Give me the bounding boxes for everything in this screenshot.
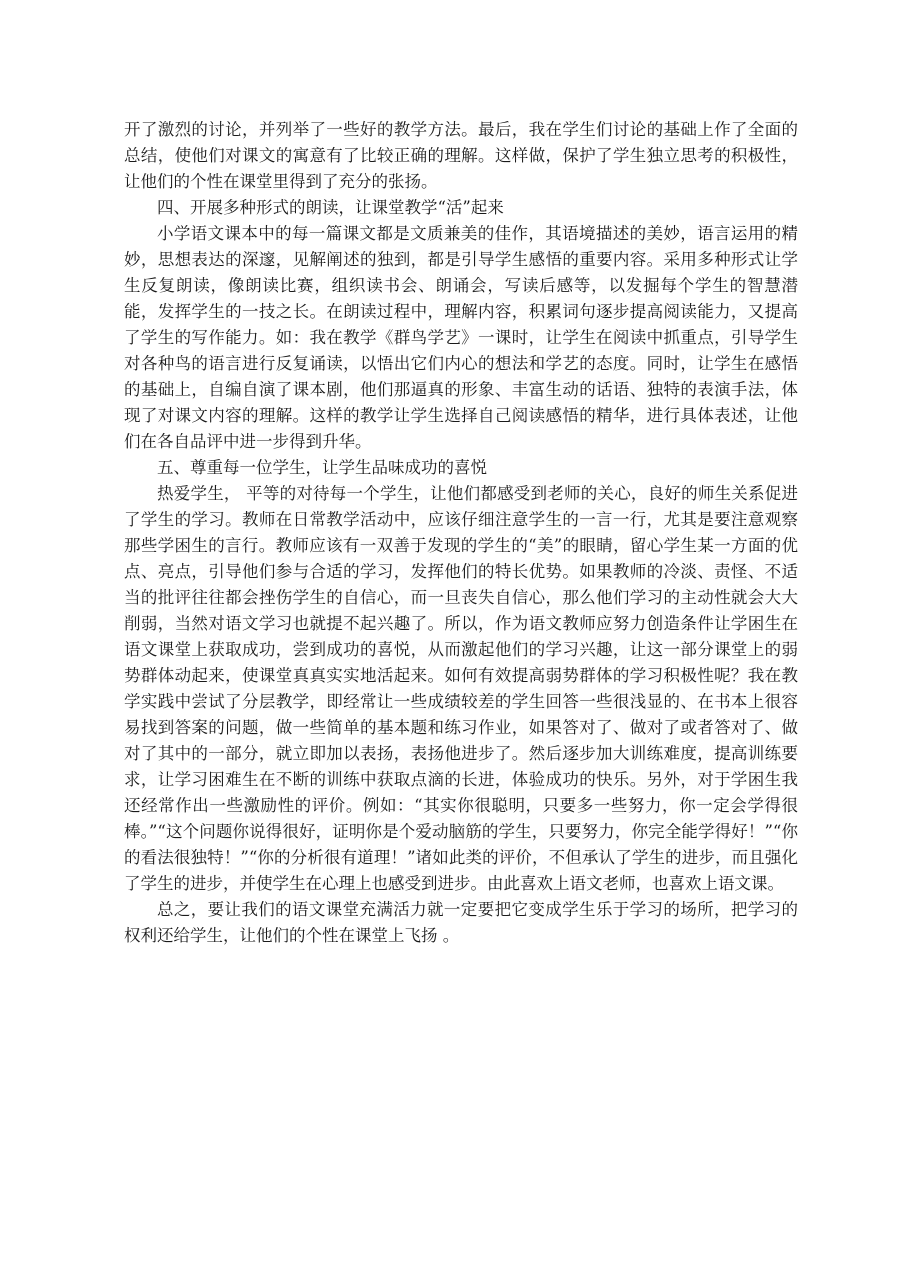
paragraph-respect: 热爱学生， 平等的对待每一个学生，让他们都感受到老师的关心，良好的师生关系促进了学生的学习。教师在日常教学活动中，应该仔细注意学生的一言一行，尤其是要注意观察那些学困生的言行。教师应该有一双善于发现的学生的“美”的眼睛，留心学生某一方面的优点、亮点，引导他们参与合适的学习，发挥他们的特长优势。如果教师的冷淡、责怪、不适当的批评往往都会挫伤学生的自信心，而一旦丧失自信心，那么他们学习的主动性就会大大削弱，当然对语文学习也就提不起兴趣了。所以，作为语文教师应努力创造条件让学困生在语文课堂上获取成功，尝到成功的喜悦，从而激起他们的学习兴趣，让这一部分课堂上的弱势群体动起来，使课堂真真实实地活起来。如何有效提高弱势群体的学习积极性呢？我在教学实践中尝试了分层教学，即经常让一些成绩较差的学生回答一些很浅显的、在书本上很容易找到答案的问题，做一些简单的基本题和练习作业，如果答对了、做对了或者答对了、做对了其中的一部分，就立即加以表扬，表扬他进步了。然后逐步加大训练难度，提高训练要求，让学习困难生在不断的训练中获取点滴的长进，体验成功的快乐。另外，对于学困生我还经常作出一些激励性的评价。例如：“其实你很聪明，只要多一些努力，你一定会学得很棒。”“这个问题你说得很好，证明你是个爱动脑筋的学生，只要努力，你完全能学得好！”“你的看法很独特！”“你的分析很有道理！”诸如此类的评价，不但承认了学生的进步，而且强化了学生的进步，并使学生在心理上也感受到进步。由此喜欢上语文老师，也喜欢上语文课。 <box>124 484 798 893</box>
paragraph-continuation: 开了激烈的讨论，并列举了一些好的教学方法。最后，我在学生们讨论的基础上作了全面的总结，使他们对课文的寓意有了比较正确的理解。这样做，保护了学生独立思考的积极性，让他们的个性在课堂里得到了充分的张扬。 <box>124 120 798 191</box>
paragraph-reading: 小学语文课本中的每一篇课文都是文质兼美的佳作，其语境描述的美妙，语言运用的精妙，思想表达的深邃，见解阐述的独到，都是引导学生感悟的重要内容。采用多种形式让学生反复朗读，像朗读比赛，组织读书会、朗诵会，写读后感等，以发掘每个学生的智慧潜能，发挥学生的一技之长。在朗读过程中，理解内容，积累词句逐步提高阅读能力，又提高了学生的写作能力。如：我在教学《群鸟学艺》一课时，让学生在阅读中抓重点，引导学生对各种鸟的语言进行反复诵读，以悟出它们内心的想法和学艺的态度。同时，让学生在感悟的基础上，自编自演了课本剧，他们那逼真的形象、丰富生动的话语、独特的表演手法，体现了对课文内容的理解。这样的教学让学生选择自己阅读感悟的精华，进行具体表述，让他们在各自品评中进一步得到升华。 <box>124 224 798 451</box>
section-heading-4: 四、开展多种形式的朗读，让课堂教学“活”起来 <box>157 198 504 217</box>
section-heading-5: 五、尊重每一位学生，让学生品味成功的喜悦 <box>157 458 487 477</box>
document-page <box>124 117 798 949</box>
paragraph-conclusion: 总之，要让我们的语文课堂充满活力就一定要把它变成学生乐于学习的场所，把学习的权利还给学生，让他们的个性在课堂上飞扬 。 <box>124 900 798 945</box>
